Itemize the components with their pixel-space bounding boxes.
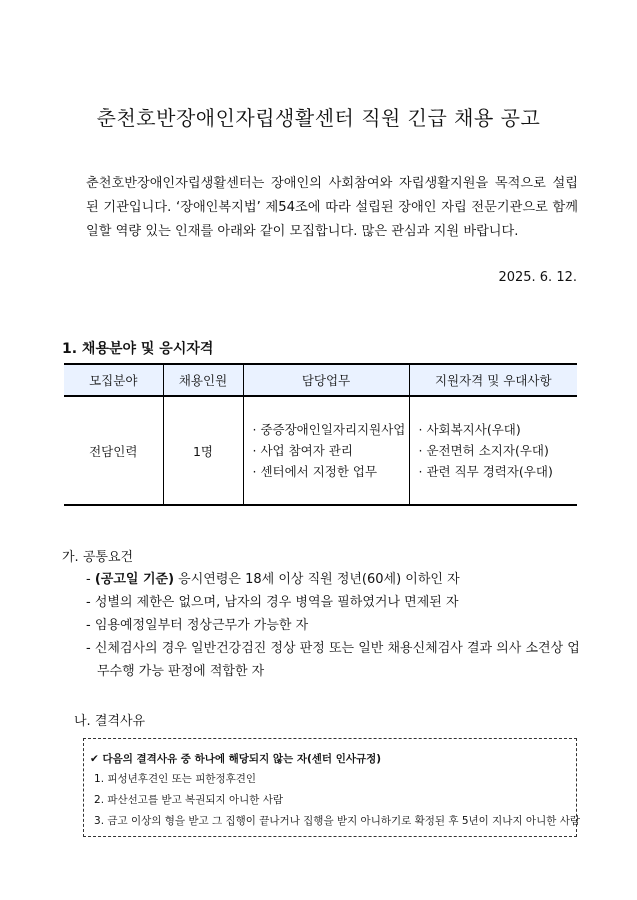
disqualification-heading: 나. 결격사유 [74, 714, 146, 729]
recruitment-table [64, 363, 577, 506]
common-requirements-heading: 가. 공통요건 [62, 550, 134, 565]
duty-item: · 중증장애인일자리지원사업 [253, 419, 408, 440]
field-cell: 전담인력 [64, 396, 163, 505]
table-header-cell: 채용인원 [163, 364, 243, 396]
duties-cell [243, 396, 409, 505]
common-requirements-list [86, 568, 581, 683]
list-item: 피성년후견인 또는 피한정후견인 [107, 773, 257, 785]
table-row [64, 396, 577, 505]
section-heading-recruitment: 1. 채용분야 및 응시자격 [62, 341, 214, 357]
announcement-date: 2025. 6. 12. [498, 270, 577, 285]
table-header-cell: 담당업무 [243, 364, 409, 396]
qualifications-cell [409, 396, 577, 505]
list-item: - 임용예정일부터 정상근무가 가능한 자 [86, 614, 581, 637]
list-item: 금고 이상의 형을 받고 그 집행이 끝나거나 집행을 받지 아니하기로 확정된 후 5년이 지나지 아니한 사람 [107, 815, 580, 827]
table-header-cell: 모집분야 [64, 364, 163, 396]
date-basis-label: (공고일 기준) [94, 572, 175, 587]
count-cell: 1명 [163, 396, 243, 505]
list-item: - 신체검사의 경우 일반건강검진 정상 판정 또는 일반 채용신체검사 결과 의사 소견상 업무수행 가능 판정에 적합한 자 [86, 637, 581, 683]
disqualification-box [83, 738, 580, 837]
list-item [86, 568, 581, 591]
disqualification-box-title: ✔ 다음의 결격사유 중 하나에 해당되지 않는 자(센터 인사규정) [90, 753, 382, 765]
qualification-item: · 사회복지사(우대) [419, 419, 577, 440]
list-item: - 성별의 제한은 없으며, 남자의 경우 병역을 필하였거나 면제된 자 [86, 591, 581, 614]
duty-item: · 센터에서 지정한 업무 [253, 461, 408, 482]
duty-item: · 사업 참여자 관리 [253, 440, 408, 461]
list-item: 파산선고를 받고 복권되지 아니한 사람 [107, 794, 284, 806]
table-header-row [64, 364, 577, 396]
qualification-item: · 운전면허 소지자(우대) [419, 440, 577, 461]
table-header-cell: 지원자격 및 우대사항 [409, 364, 577, 396]
page-title: 춘천호반장애인자립생활센터 직원 긴급 채용 공고 [96, 106, 541, 130]
intro-paragraph: 춘천호반장애인자립생활센터는 장애인의 사회참여와 자립생활지원을 목적으로 설립된 기관입니다. ‘장애인복지법’ 제54조에 따라 설립된 장애인 자립 전문기관으로 함께 일할 역량 있는 인재를 아래와 같이 모집합니다. 많은 관심과 지원 바랍니다. [86, 176, 578, 239]
qualification-item: · 관련 직무 경력자(우대) [419, 461, 577, 482]
requirement-text: 응시연령은 18세 이상 직원 정년(60세) 이하인 자 [174, 572, 460, 587]
disqualification-list [90, 769, 580, 832]
